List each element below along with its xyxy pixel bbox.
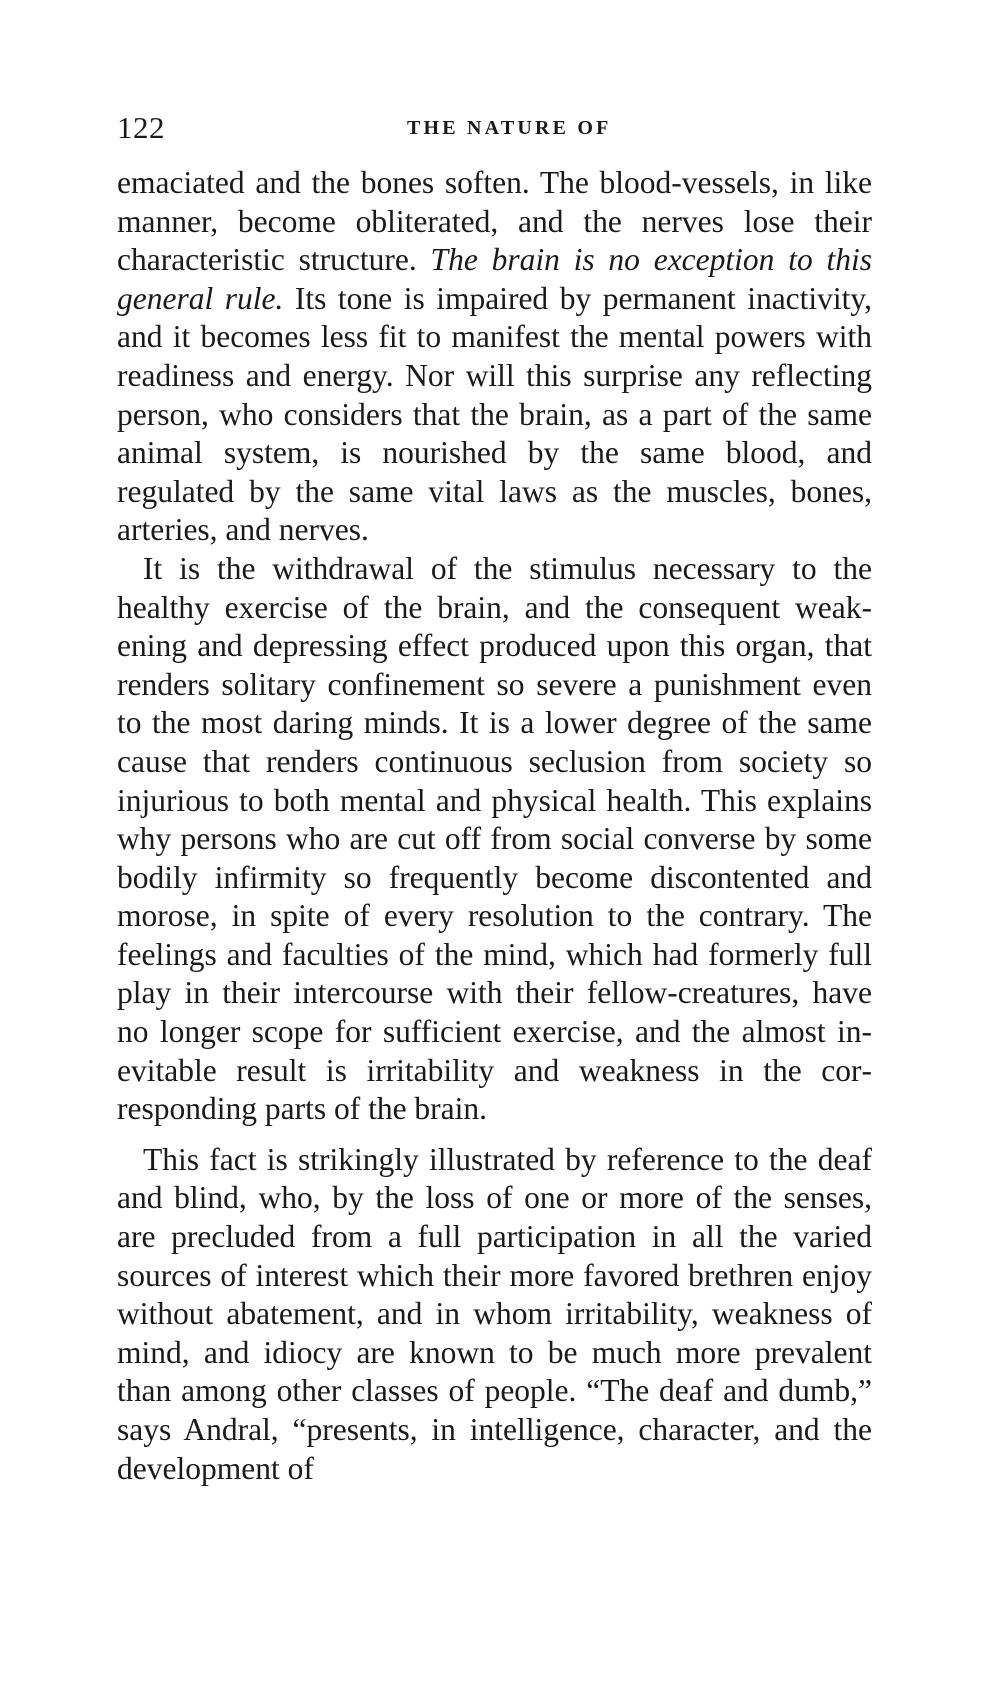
- paragraph-1-text-b: Its tone is impaired by permanent inactivity, and it becomes less fit to manifest the mental powers with readiness and energy. Nor will this surprise any reflecting person, who considers that the brain, as a part of the same animal system, is nourished by the same blood, and regulated by the same vital laws as the muscles, bones, arteries, and nerves.: [117, 280, 873, 548]
- paragraph-1: [117, 164, 872, 550]
- running-title: THE NATURE OF: [407, 117, 612, 139]
- running-head: [117, 108, 872, 148]
- paragraph-1-italic-phrase: The brain is no exception to this general rule.: [117, 242, 872, 316]
- page-number: 122: [117, 110, 165, 145]
- paragraph-2: It is the withdrawal of the stimulus necessary to the healthy exercise of the brain, and the consequent weakening and depressing effect produced upon this organ, that renders solitary confinement so severe a punishment even to the most daring minds. It is a lower degree of the same cause that renders continuous seclusion from society so injurious to both mental and physical health. This explains why persons who are cut off from social converse by some bodily infirmity so frequently become discontented and morose, in spite of every resolution to the contrary. The feelings and faculties of the mind, which had formerly full play in their intercourse with their fellow-creatures, have no longer scope for sufficient exercise, and the almost inevitable result is irritability and weakness in the corresponding parts of the brain.: [117, 550, 872, 1127]
- body-text: [117, 164, 872, 1488]
- paragraph-1-text-a: emaciated and the bones soften. The blood-vessels, in like manner, become obliterated, and the nerves lose their characteristic structure.: [117, 165, 872, 278]
- paragraph-3: This fact is strikingly illustrated by reference to the deaf and blind, who, by the loss of one or more of the senses, are precluded from a full participation in all the varied sources of interest which their more favored brethren enjoy without abatement, and in whom irritability, weakness of mind, and idiocy are known to be much more prevalent than among other classes of people. “The deaf and dumb,” says Andral, “presents, in intelligence, character, and the development of: [117, 1141, 872, 1486]
